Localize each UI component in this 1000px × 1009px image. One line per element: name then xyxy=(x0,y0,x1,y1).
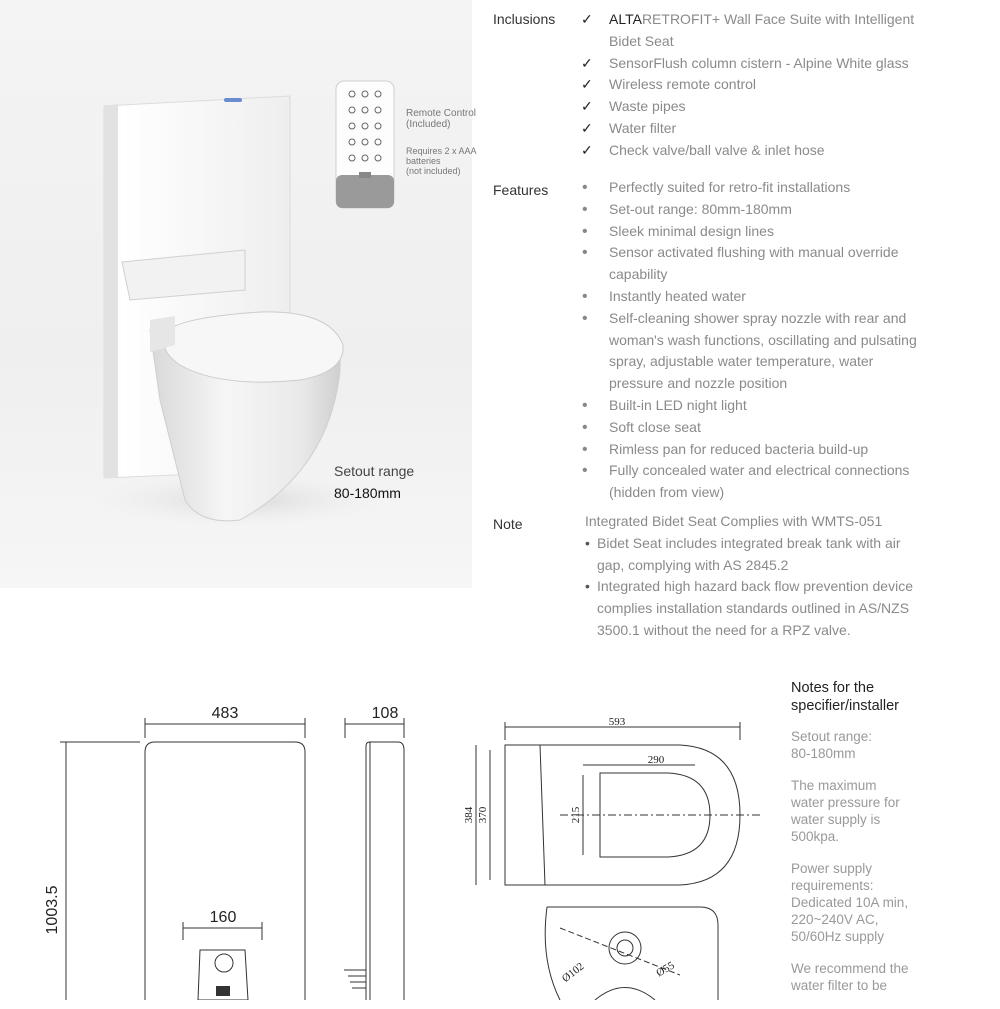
note-label: Note xyxy=(493,516,523,532)
cistern-side-outline xyxy=(366,742,404,1000)
feature-item: • Built-in LED night light xyxy=(581,395,926,417)
feature-item: • Instantly heated water xyxy=(581,286,926,308)
inclusion-item: ✓ Water filter xyxy=(581,118,931,140)
dim-pan-width-outer-label: 384 xyxy=(463,806,475,824)
setout-value: 80-180mm xyxy=(334,485,401,501)
inclusions-list xyxy=(581,9,931,162)
feature-item: • Soft close seat xyxy=(581,417,926,439)
side-note-paragraph: The maximum water pressure for water supply is 500kpa. xyxy=(791,778,900,844)
side-note-paragraph: We recommend the water filter to be xyxy=(791,961,909,993)
feature-item: • Self-cleaning shower spray nozzle with rear and woman's wash functions, oscillating and pulsating spray, adjustable water temperature, water pressure and nozzle position xyxy=(581,308,926,395)
remote-caption: Remote Control (Included) xyxy=(406,108,477,130)
dim-height-label: 1003.5 xyxy=(44,885,61,935)
technical-drawing xyxy=(0,660,780,1000)
feature-item: • Sensor activated flushing with manual override capability xyxy=(581,242,926,286)
feature-item: • Sleek minimal design lines xyxy=(581,221,926,243)
dim-depth-label: 108 xyxy=(371,705,399,722)
features-label: Features xyxy=(493,182,549,198)
water-inlet-circle xyxy=(215,954,233,972)
dim-inner-width-label: 160 xyxy=(209,909,237,926)
dim-pan-length-label: 593 xyxy=(608,716,626,728)
dim-width-label: 483 xyxy=(211,705,239,722)
toilet-illustration xyxy=(0,0,472,588)
setout-label: Setout range xyxy=(334,463,415,479)
power-socket xyxy=(216,986,230,996)
inclusion-item: ✓ SensorFlush column cistern - Alpine White glass xyxy=(581,53,931,75)
inclusion-item: ✓ Waste pipes xyxy=(581,96,931,118)
brand-retrofit: RETROFIT+ xyxy=(641,11,721,27)
note-heading: Integrated Bidet Seat Complies with WMTS-051 xyxy=(585,513,883,529)
side-notes xyxy=(791,728,931,1009)
product-photo xyxy=(0,0,472,588)
inclusion-item: ✓ Check valve/ball valve & inlet hose xyxy=(581,140,931,162)
side-notes-title: Notes for the specifier/installer xyxy=(791,680,899,714)
brand-alta: ALTA xyxy=(609,11,642,27)
note-block xyxy=(585,511,915,642)
inclusion-item: ✓ Wireless remote control xyxy=(581,74,931,96)
inclusion-item xyxy=(581,9,931,53)
remote-control-image xyxy=(335,80,397,210)
features-list xyxy=(581,177,926,504)
side-note-paragraph: Power supply requirements: Dedicated 10A min, 220~240V AC, 50/60Hz supply xyxy=(791,861,909,944)
dim-pan-width-inner-label: 370 xyxy=(477,806,489,824)
remote-battery-note: Requires 2 x AAA batteries (not included) xyxy=(406,146,477,176)
dim-waste-dia-label: Ø102 xyxy=(559,960,587,985)
feature-item: • Rimless pan for reduced bacteria build-up xyxy=(581,439,926,461)
dim-seat-length-label: 290 xyxy=(647,754,665,766)
side-note-paragraph: Setout range: 80-180mm xyxy=(791,729,873,761)
inclusions-label: Inclusions xyxy=(493,11,556,27)
feature-item: • Set-out range: 80mm-180mm xyxy=(581,199,926,221)
pan-rear-outline xyxy=(545,907,718,1000)
dim-outlet-dia-label: Ø55 xyxy=(654,959,677,980)
note-item: • Integrated high hazard back flow prevention device complies installation standards outlined in AS/NZS 3500.1 without the need for a RPZ valve. xyxy=(585,576,915,641)
note-item: • Bidet Seat includes integrated break tank with air gap, complying with AS 2845.2 xyxy=(585,533,915,577)
feature-item: • Fully concealed water and electrical connections (hidden from view) xyxy=(581,460,926,504)
inclusion-text: Wall Face Suite with Intelligent Bidet Seat xyxy=(609,11,915,49)
waste-outlet-circle xyxy=(609,932,641,964)
feature-item: • Perfectly suited for retro-fit installations xyxy=(581,177,926,199)
dim-seat-width-label: 215 xyxy=(570,806,582,824)
